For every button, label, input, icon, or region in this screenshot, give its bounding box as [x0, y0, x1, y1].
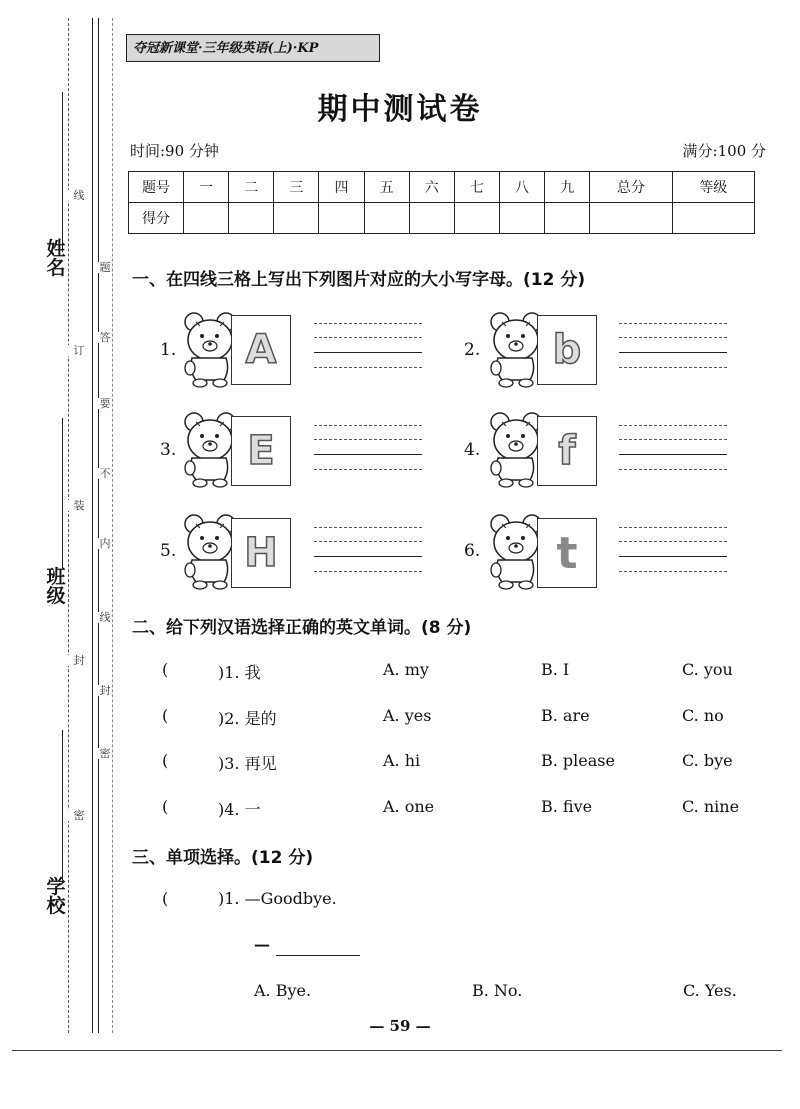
page-number: — 59 — — [369, 1017, 431, 1035]
binding-line-2 — [98, 18, 99, 1033]
score-input-cell[interactable] — [499, 203, 544, 234]
section1-heading: 一、在四线三格上写出下列图片对应的大小写字母。(12 分) — [132, 270, 586, 290]
table-cell: 二 — [229, 172, 274, 203]
item-number: 4. — [464, 440, 481, 460]
question-stem: )1. —Goodbye. — [218, 889, 337, 908]
class-underline — [62, 418, 63, 568]
score-input-cell[interactable] — [409, 203, 454, 234]
letter-glyph: t — [556, 527, 578, 579]
inner-char: 内 — [99, 537, 111, 550]
inner-char: 封 — [99, 684, 111, 697]
inner-char: 题 — [99, 261, 111, 274]
answer-paren[interactable]: ( — [162, 797, 169, 816]
letter-card — [231, 315, 291, 385]
writing-lines[interactable] — [619, 425, 727, 475]
option-b: B. No. — [472, 981, 523, 1000]
option-b: B. are — [541, 706, 590, 725]
answer-paren[interactable]: ( — [162, 660, 169, 679]
score-input-cell[interactable] — [590, 203, 672, 234]
series-tag: 夺冠新课堂·三年级英语(上)·KP — [126, 34, 380, 62]
option-c: C. nine — [682, 797, 740, 816]
letter-glyph: b — [552, 327, 582, 373]
table-cell: 得分 — [129, 203, 184, 234]
score-table-score-row — [129, 203, 755, 234]
class-label: 班级 — [46, 566, 66, 607]
answer-paren[interactable]: ( — [162, 889, 169, 908]
reply-dash: — — [254, 935, 270, 954]
option-b: B. five — [541, 797, 593, 816]
score-input-cell[interactable] — [184, 203, 229, 234]
writing-lines[interactable] — [314, 527, 422, 577]
page-title: 期中测试卷 — [317, 92, 483, 127]
option-a: A. Bye. — [254, 981, 312, 1000]
letter-card — [537, 518, 597, 588]
binding-dashed-line-2 — [112, 18, 113, 1033]
outer-char: 封 — [67, 655, 91, 666]
inner-char: 密 — [99, 747, 111, 760]
letter-glyph: E — [247, 428, 275, 474]
item-number: 3. — [160, 440, 177, 460]
table-cell: 总分 — [590, 172, 672, 203]
table-cell: 五 — [364, 172, 409, 203]
inner-char: 答 — [99, 331, 111, 344]
option-c: C. no — [682, 706, 724, 725]
question-stem: )4. 一 — [218, 800, 261, 819]
score-input-cell[interactable] — [545, 203, 590, 234]
writing-lines[interactable] — [314, 425, 422, 475]
letter-card — [537, 315, 597, 385]
writing-lines[interactable] — [619, 527, 727, 577]
option-a: A. one — [383, 797, 435, 816]
inner-char: 不 — [99, 467, 111, 480]
letter-card — [231, 416, 291, 486]
score-input-cell[interactable] — [454, 203, 499, 234]
section3-heading: 三、单项选择。(12 分) — [132, 848, 314, 868]
letter-card — [231, 518, 291, 588]
answer-paren[interactable]: ( — [162, 751, 169, 770]
school-label: 学校 — [46, 876, 66, 917]
item-number: 2. — [464, 340, 481, 360]
score-input-cell[interactable] — [672, 203, 754, 234]
score-input-cell[interactable] — [229, 203, 274, 234]
item-number: 5. — [160, 541, 177, 561]
time-limit: 时间:90 分钟 — [130, 142, 219, 160]
outer-char: 订 — [67, 345, 91, 356]
item-number: 6. — [464, 541, 481, 561]
outer-char: 装 — [67, 500, 91, 511]
option-a: A. my — [383, 660, 429, 679]
school-underline — [62, 730, 63, 880]
option-c: C. you — [682, 660, 733, 679]
name-label: 姓名 — [46, 238, 66, 279]
inner-char: 要 — [99, 397, 111, 410]
letter-glyph: A — [245, 327, 277, 373]
question-stem: )1. 我 — [218, 663, 261, 682]
table-cell: 四 — [319, 172, 364, 203]
inner-char: 线 — [99, 611, 111, 624]
reply-blank[interactable] — [276, 955, 360, 956]
option-b: B. I — [541, 660, 570, 679]
full-score: 满分:100 分 — [682, 142, 766, 160]
letter-glyph: f — [558, 428, 576, 474]
table-cell: 七 — [454, 172, 499, 203]
table-cell: 六 — [409, 172, 454, 203]
table-cell: 三 — [274, 172, 319, 203]
item-number: 1. — [160, 340, 177, 360]
score-table — [128, 171, 755, 234]
table-cell: 九 — [545, 172, 590, 203]
score-input-cell[interactable] — [364, 203, 409, 234]
writing-lines[interactable] — [314, 323, 422, 373]
question-stem: )3. 再见 — [218, 754, 277, 773]
option-c: C. bye — [682, 751, 733, 770]
letter-card — [537, 416, 597, 486]
option-b: B. please — [541, 751, 615, 770]
question-stem: )2. 是的 — [218, 709, 277, 728]
score-table-header-row — [129, 172, 755, 203]
bottom-rule — [12, 1050, 782, 1051]
option-a: A. yes — [383, 706, 432, 725]
binding-line-1 — [92, 18, 93, 1033]
score-input-cell[interactable] — [274, 203, 319, 234]
answer-paren[interactable]: ( — [162, 706, 169, 725]
outer-char: 密 — [67, 810, 91, 821]
score-input-cell[interactable] — [319, 203, 364, 234]
section2-heading: 二、给下列汉语选择正确的英文单词。(8 分) — [132, 618, 472, 638]
option-a: A. hi — [383, 751, 421, 770]
table-cell: 一 — [184, 172, 229, 203]
option-c: C. Yes. — [683, 981, 737, 1000]
writing-lines[interactable] — [619, 323, 727, 373]
letter-glyph: H — [244, 530, 278, 576]
outer-char: 线 — [67, 190, 91, 201]
table-cell: 等级 — [672, 172, 754, 203]
table-cell: 题号 — [129, 172, 184, 203]
table-cell: 八 — [499, 172, 544, 203]
